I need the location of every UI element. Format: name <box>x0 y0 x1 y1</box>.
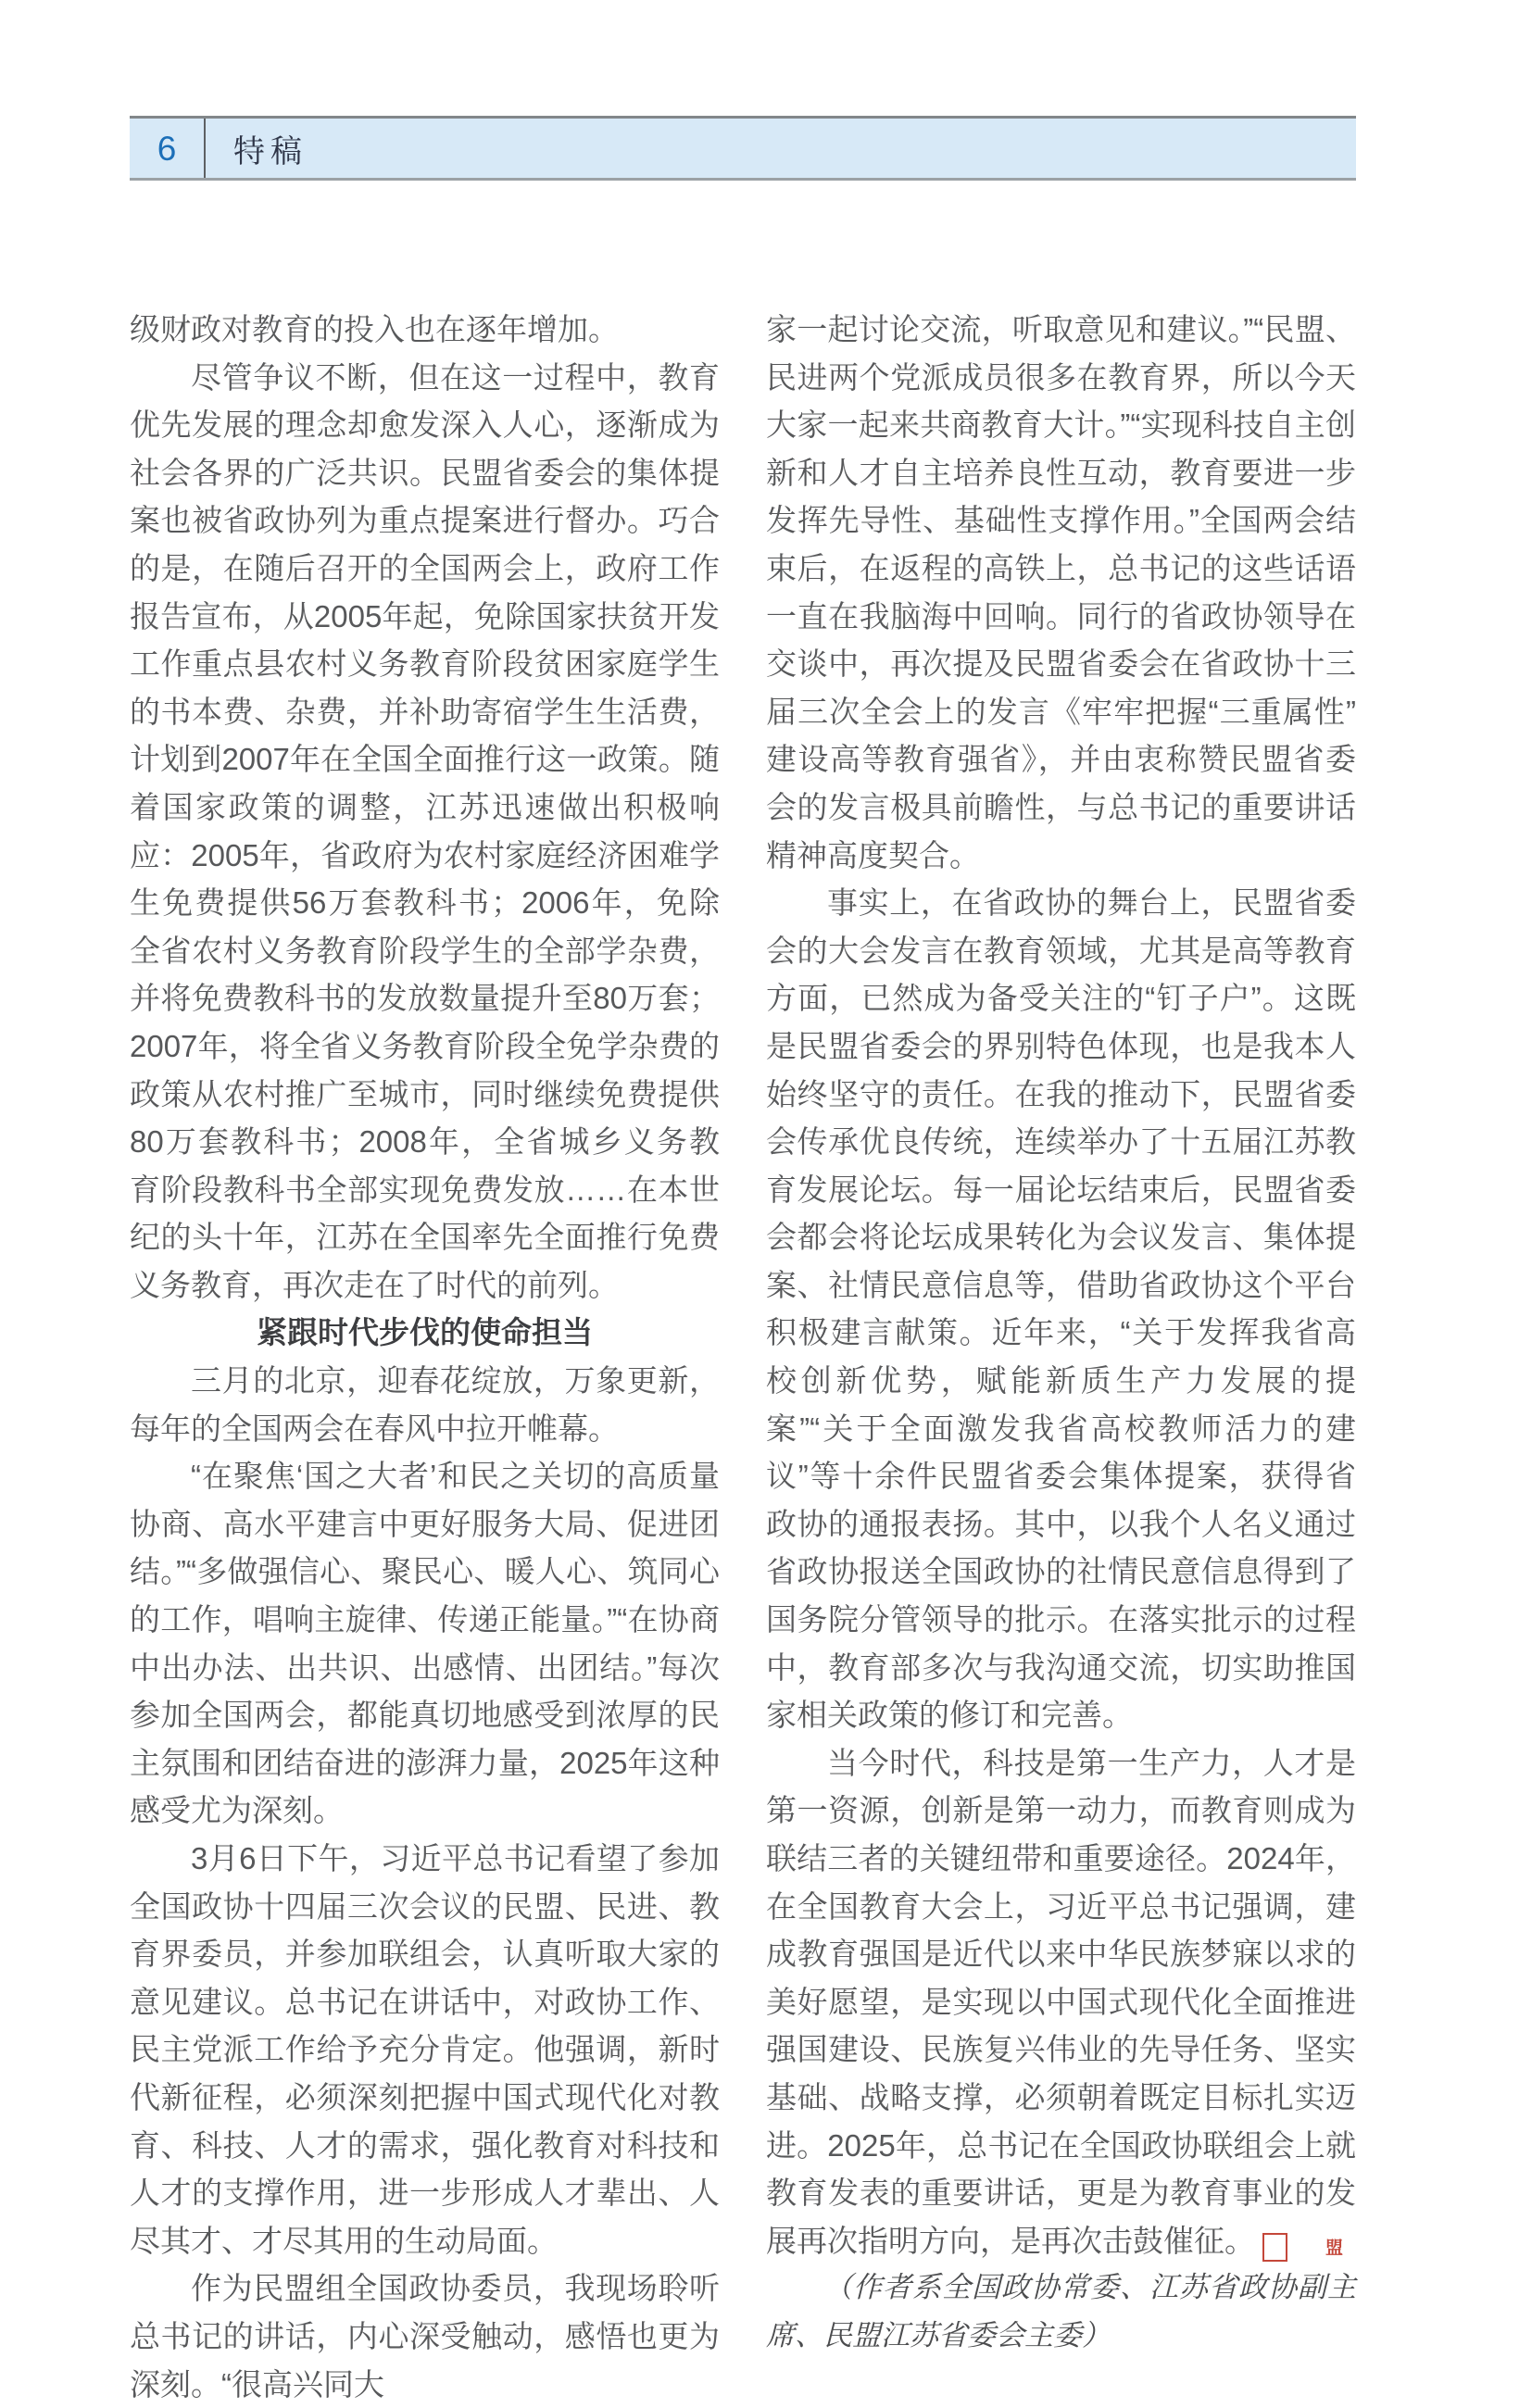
page-number: 6 <box>157 129 177 168</box>
body-paragraph: 三月的北京，迎春花绽放，万象更新，每年的全国两会在春风中拉开帷幕。 <box>130 1363 720 1446</box>
section-heading: 紧跟时代步伐的使命担当 <box>257 1315 593 1350</box>
left-column <box>130 306 720 2408</box>
body-paragraph: “在聚焦‘国之大者’和民之关切的高质量协商、高水平建言中更好服务大局、促进团结。”“多做强信心、聚民心、暖人心、筑同心的工作，唱响主旋律、传递正能量。”“在协商中出办法、出共识、出感情、出团结。”每次参加全国两会，都能真切地感受到浓厚的民主氛围和团结奋进的澎湃力量，2025年这种感受尤为深刻。 <box>130 1459 720 1828</box>
end-of-article-seal-icon: 盟 <box>1262 2233 1287 2262</box>
section-title: 特稿 <box>233 132 308 170</box>
body-paragraph: 作为民盟组全国政协委员，我现场聆听总书记的讲话，内心深受触动，感悟也更为深刻。“很高兴同大 <box>130 2271 720 2402</box>
body-paragraph: 尽管争议不断，但在这一过程中，教育优先发展的理念却愈发深入人心，逐渐成为社会各界的广泛共识。民盟省委会的集体提案也被省政协列为重点提案进行督办。巧合的是，在随后召开的全国两会上，政府工作报告宣布，从2005年起，免除国家扶贫开发工作重点县农村义务教育阶段贫困家庭学生的书本费、杂费，并补助寄宿学生生活费，计划到2007年在全国全面推行这一政策。随着国家政策的调整，江苏迅速做出积极响应：2005年，省政府为农村家庭经济困难学生免费提供56万套教科书；2006年，免除全省农村义务教育阶段学生的全部学杂费，并将免费教科书的发放数量提升至80万套；2007年，将全省义务教育阶段全免学杂费的政策从农村推广至城市，同时继续免费提供80万套教科书；2008年，全省城乡义务教育阶段教科书全部实现免费发放……在本世纪的头十年，江苏在全国率先全面推行免费义务教育，再次走在了时代的前列。 <box>130 359 720 1302</box>
body-paragraph: 级财政对教育的投入也在逐年增加。 <box>130 312 619 346</box>
header-divider <box>204 119 206 178</box>
body-paragraph: 事实上，在省政协的舞台上，民盟省委会的大会发言在教育领域，尤其是高等教育方面，已然成为备受关注的“钉子户”。这既是民盟省委会的界别特色体现，也是我本人始终坚守的责任。在我的推动下，民盟省委会传承优良传统，连续举办了十五届江苏教育发展论坛。每一届论坛结束后，民盟省委会都会将论坛成果转化为会议发言、集体提案、社情民意信息等，借助省政协这个平台积极建言献策。近年来，“关于发挥我省高校创新优势，赋能新质生产力发展的提案”“关于全面激发我省高校教师活力的建议”等十余件民盟省委会集体提案，获得省政协的通报表扬。其中，以我个人名义通过省政协报送全国政协的社情民意信息得到了国务院分管领导的批示。在落实批示的过程中，教育部多次与我沟通交流，切实助推国家相关政策的修订和完善。 <box>766 885 1356 1733</box>
page-header-bar <box>130 116 1356 181</box>
body-paragraph: 家一起讨论交流，听取意见和建议。”“民盟、民进两个党派成员很多在教育界，所以今天大家一起来共商教育大计。”“实现科技自主创新和人才自主培养良性互动，教育要进一步发挥先导性、基础性支撑作用。”全国两会结束后，在返程的高铁上，总书记的这些话语一直在我脑海中回响。同行的省政协领导在交谈中，再次提及民盟省委会在省政协十三届三次全会上的发言《牢牢把握“三重属性” 建设高等教育强省》，并由衷称赞民盟省委会的发言极具前瞻性，与总书记的重要讲话精神高度契合。 <box>766 312 1387 872</box>
body-paragraph: 3月6日下午，习近平总书记看望了参加全国政协十四届三次会议的民盟、民进、教育界委员，并参加联组会，认真听取大家的意见建议。总书记在讲话中，对政协工作、民主党派工作给予充分肯定。他强调，新时代新征程，必须深刻把握中国式现代化对教育、科技、人才的需求，强化教育对科技和人才的支撑作用，进一步形成人才辈出、人尽其才、才尽其用的生动局面。 <box>130 1841 720 2258</box>
author-byline: （作者系全国政协常委、江苏省政协副主席、民盟江苏省委会主委） <box>766 2271 1356 2352</box>
body-paragraph: 当今时代，科技是第一生产力，人才是第一资源，创新是第一动力，而教育则成为联结三者的关键纽带和重要途径。2024年，在全国教育大会上，习近平总书记强调，建成教育强国是近代以来中华民族梦寐以求的美好愿望，是实现以中国式现代化全面推进强国建设、民族复兴伟业的先导任务、坚实基础、战略支撑，必须朝着既定目标扎实迈进。2025年，总书记在全国政协联组会上就教育发表的重要讲话，更是为教育事业的发展再次指明方向，是再次击鼓催征。 盟 <box>766 1739 1356 2265</box>
article-body <box>130 306 1387 2408</box>
right-column <box>766 306 1387 2408</box>
